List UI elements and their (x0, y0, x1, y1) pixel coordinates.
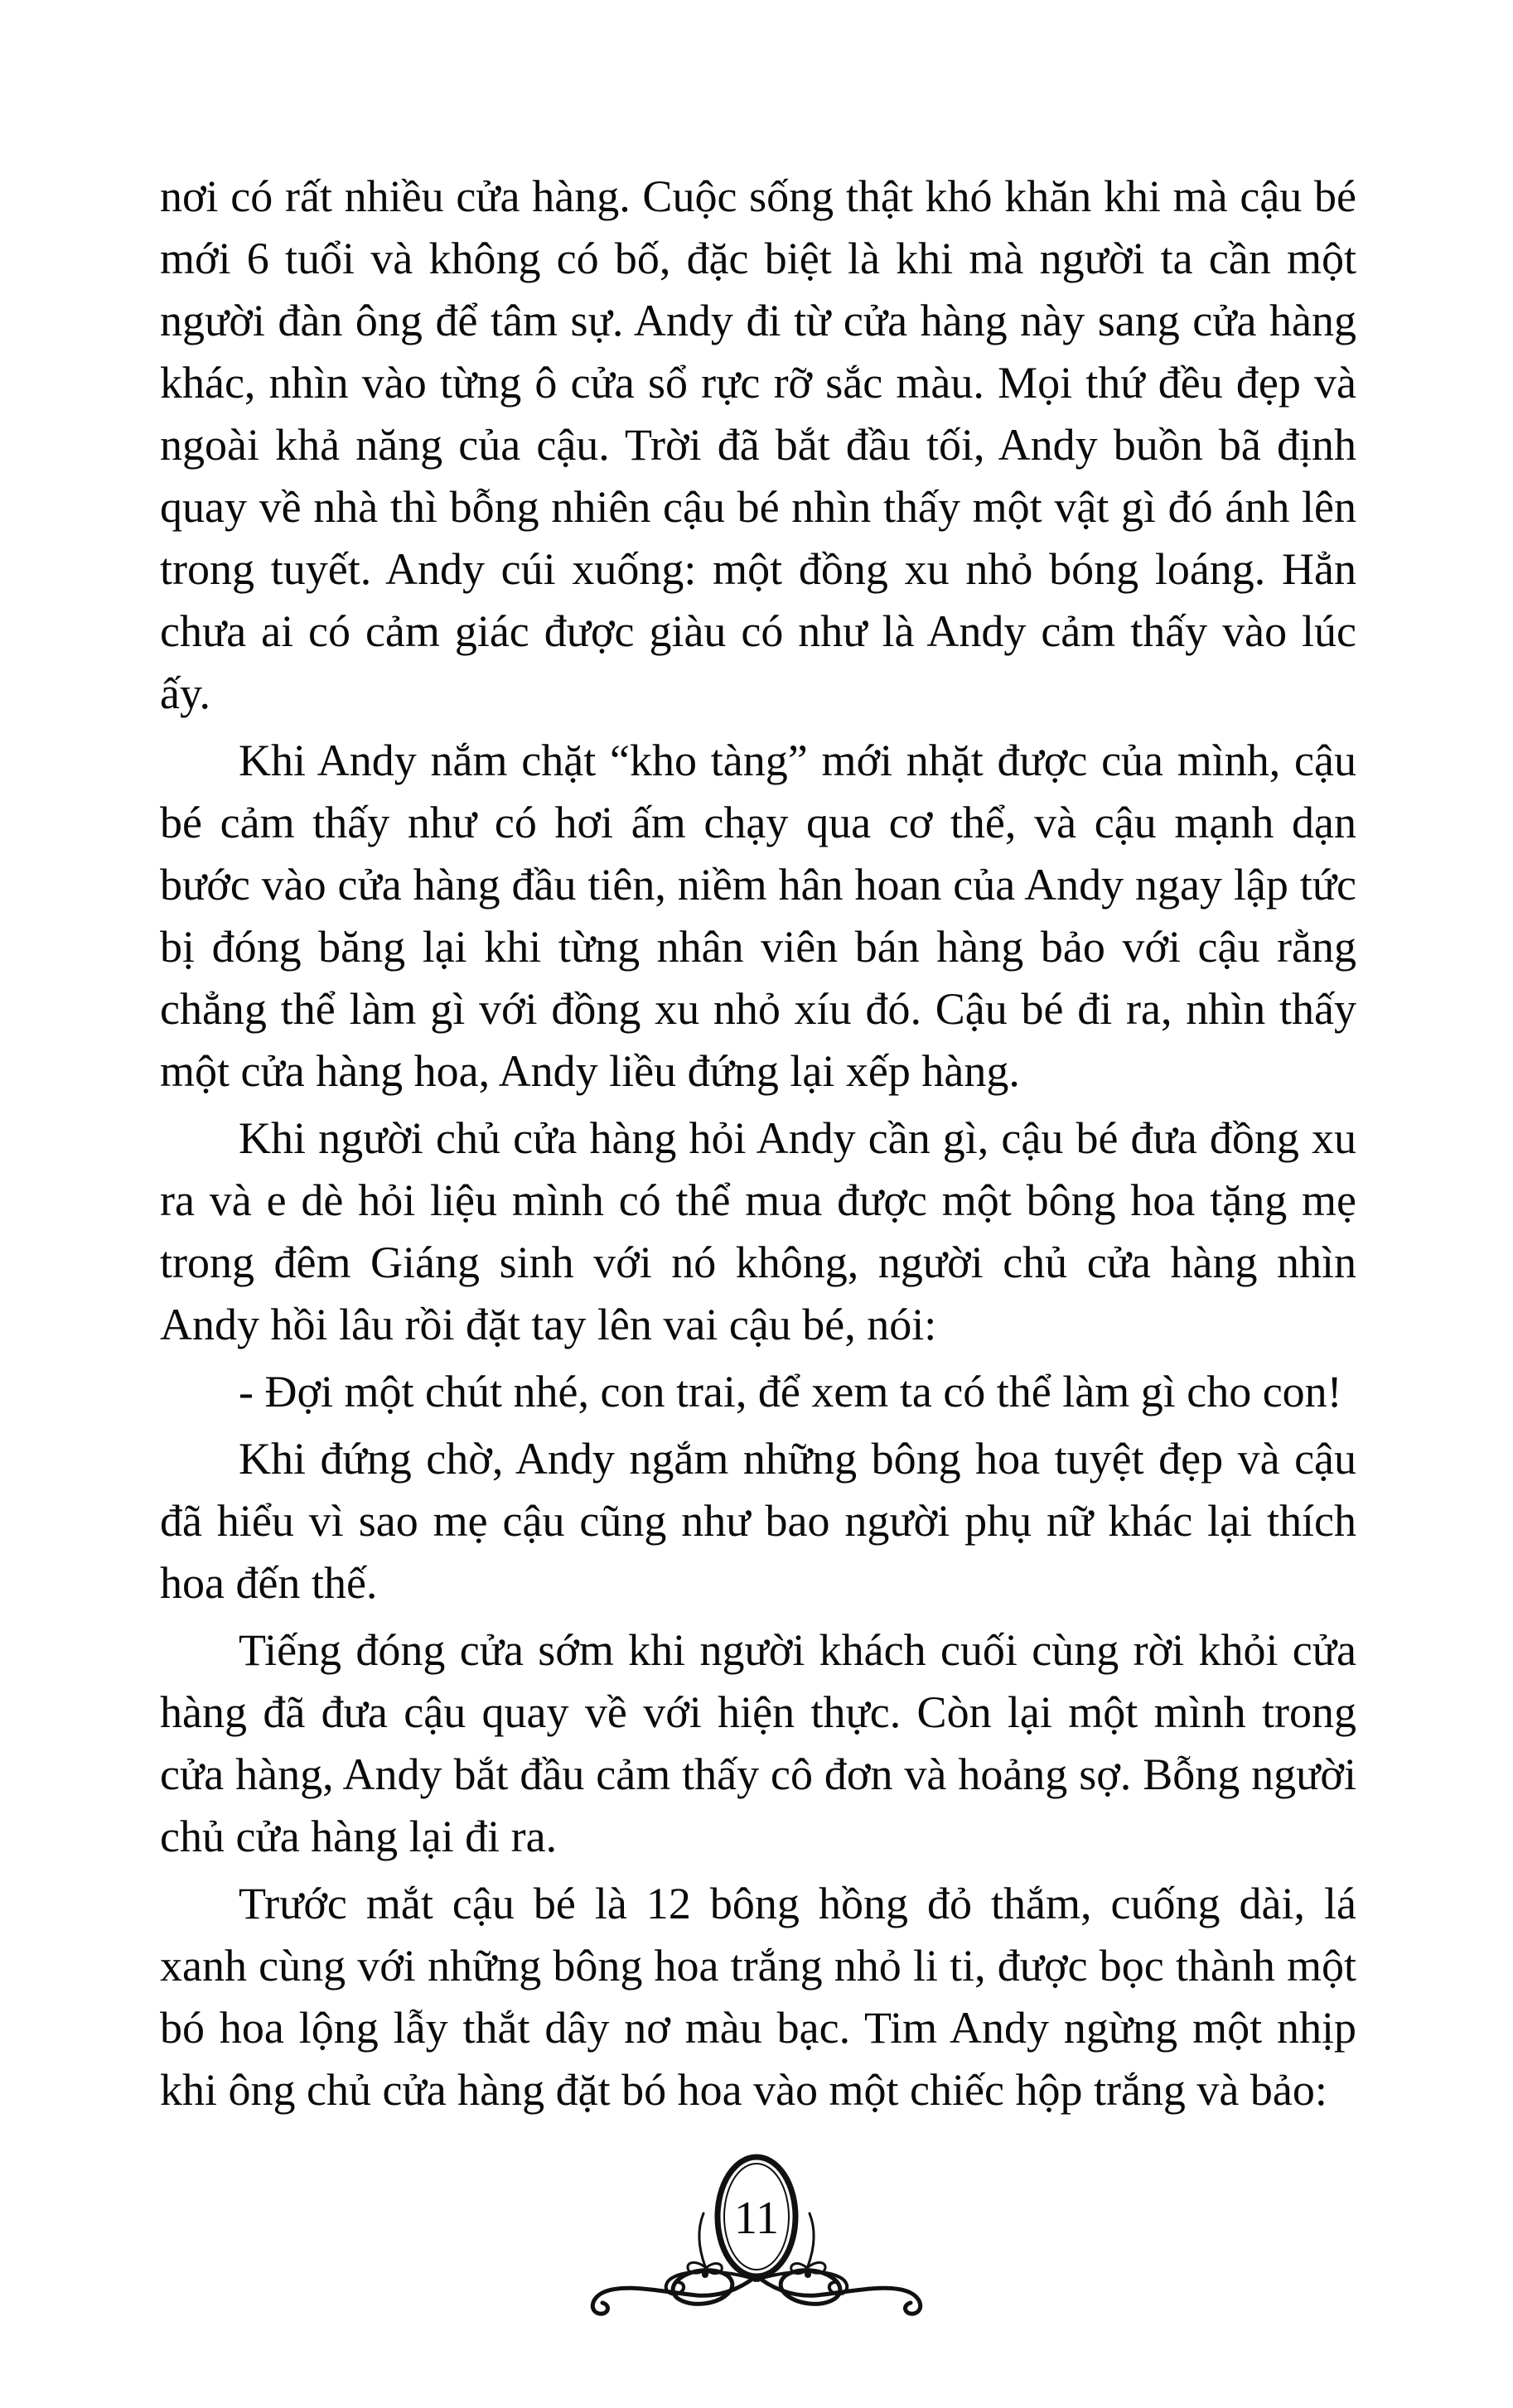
paragraph: Trước mắt cậu bé là 12 bông hồng đỏ thắm, cuống dài, lá xanh cùng với những bông hoa trắng nhỏ li ti, được bọc thành một bó hoa lộng lẫy thắt dây nơ màu bạc. Tim Andy ngừng một nhịp khi ông chủ cửa hàng đặt bó hoa vào một chiếc hộp trắng và bảo: (160, 1879, 1356, 2115)
page-number: 11 (734, 2193, 779, 2244)
paragraph: Khi Andy nắm chặt “kho tàng” mới nhặt được của mình, cậu bé cảm thấy như có hơi ấm chạy qua cơ thể, và cậu mạnh dạn bước vào cửa hàng đầu tiên, niềm hân hoan của Andy ngay lập tức bị đóng băng lại khi từng nhân viên bán hàng bảo với cậu rằng chẳng thể làm gì với đồng xu nhỏ xíu đó. Cậu bé đi ra, nhìn thấy một cửa hàng hoa, Andy liều đứng lại xếp hàng. (160, 736, 1356, 1096)
dialogue-line: - Đợi một chút nhé, con trai, để xem ta có thể làm gì cho con! (239, 1367, 1342, 1416)
paragraph: Khi người chủ cửa hàng hỏi Andy cần gì, cậu bé đưa đồng xu ra và e dè hỏi liệu mình có thể mua được một bông hoa tặng mẹ trong đêm Giáng sinh với nó không, người chủ cửa hàng nhìn Andy hồi lâu rồi đặt tay lên vai cậu bé, nói: (160, 1113, 1356, 1349)
page-number-ornament (562, 2150, 951, 2333)
paragraph: Khi đứng chờ, Andy ngắm những bông hoa tuyệt đẹp và cậu đã hiểu vì sao mẹ cậu cũng như bao người phụ nữ khác lại thích hoa đến thế. (160, 1434, 1356, 1608)
paragraph: Tiếng đóng cửa sớm khi người khách cuối cùng rời khỏi cửa hàng đã đưa cậu quay về với hiện thực. Còn lại một mình trong cửa hàng, Andy bắt đầu cảm thấy cô đơn và hoảng sợ. Bỗng người chủ cửa hàng lại đi ra. (160, 1625, 1356, 1861)
ornament-graphic (562, 2150, 951, 2333)
page-text-block (160, 166, 1356, 2126)
paragraph: nơi có rất nhiều cửa hàng. Cuộc sống thật khó khăn khi mà cậu bé mới 6 tuổi và không có bố, đặc biệt là khi mà người ta cần một người đàn ông để tâm sự. Andy đi từ cửa hàng này sang cửa hàng khác, nhìn vào từng ô cửa sổ rực rỡ sắc màu. Mọi thứ đều đẹp và ngoài khả năng của cậu. Trời đã bắt đầu tối, Andy buồn bã định quay về nhà thì bỗng nhiên cậu bé nhìn thấy một vật gì đó ánh lên trong tuyết. Andy cúi xuống: một đồng xu nhỏ bóng loáng. Hẳn chưa ai có cảm giác được giàu có như là Andy cảm thấy vào lúc ấy. (160, 171, 1356, 718)
